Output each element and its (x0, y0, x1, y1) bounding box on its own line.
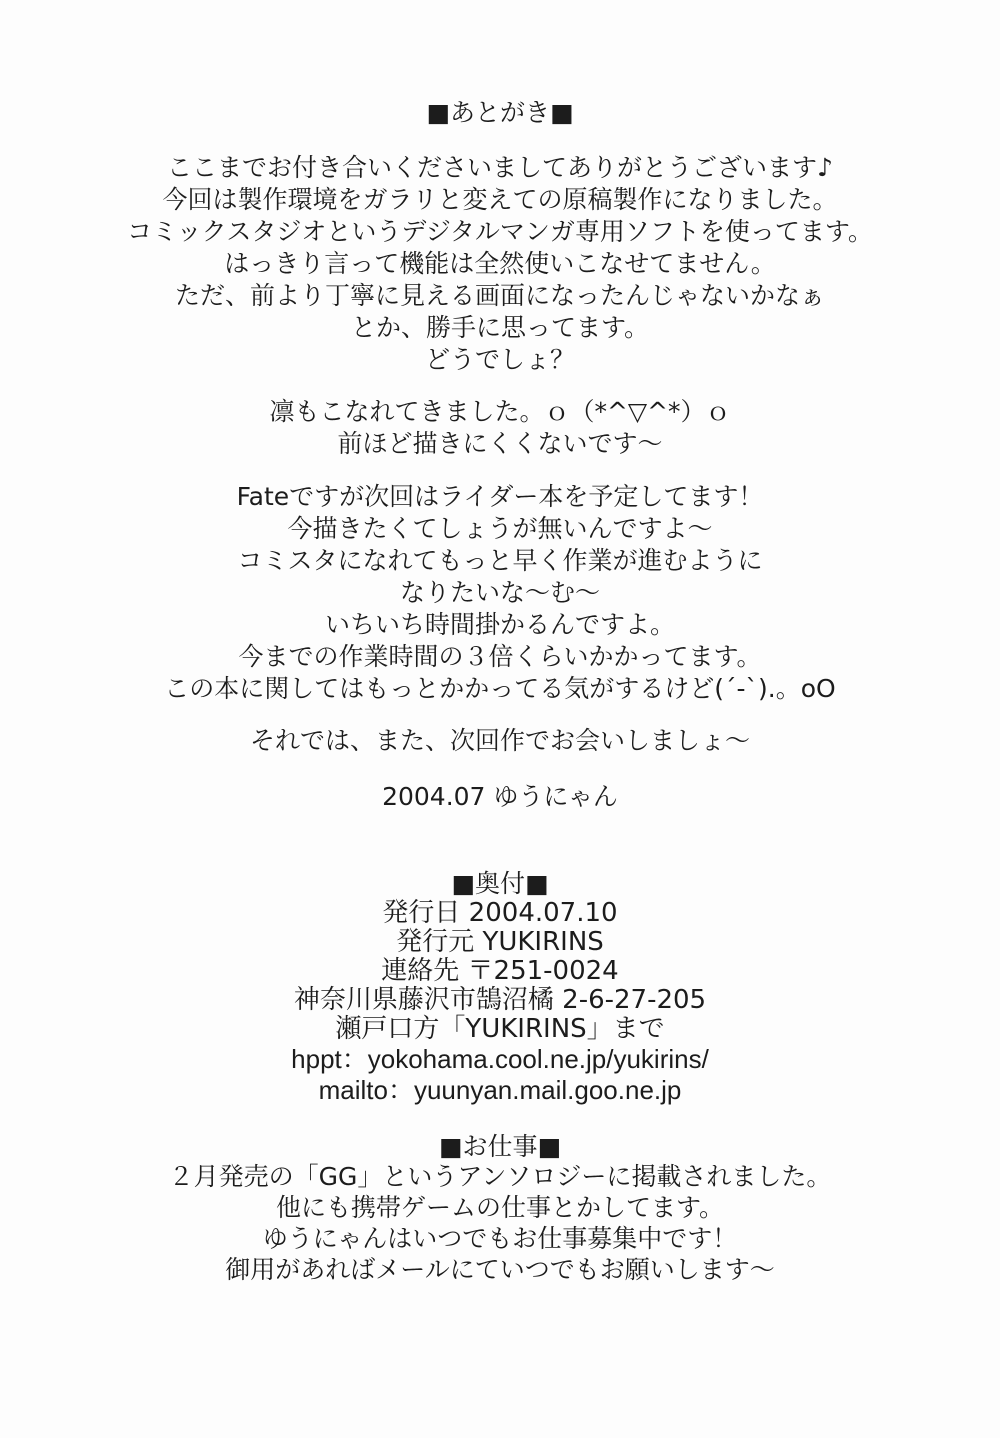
afterword-line: 今までの作業時間の３倍くらいかかってます。 (238, 642, 762, 671)
afterword-closing: それでは、また、次回作でお会いしましょ～ (249, 726, 750, 755)
afterword-signature: 2004.07 ゆうにゃん (382, 782, 618, 811)
afterword-line: はっきり言って機能は全然使いこなせてません。 (224, 249, 776, 278)
colophon-line: 瀬戸口方「YUKIRINS」まで (335, 1014, 665, 1044)
colophon-line: 発行元 YUKIRINS (396, 927, 604, 957)
afterword-line: 前ほど描きにくくないです～ (337, 429, 663, 458)
work-line: ゆうにゃんはいつでもお仕事募集中です！ (262, 1224, 738, 1253)
colophon-line: 連絡先 〒251-0024 (381, 956, 619, 986)
work-line: 御用があればメールにていつでもお願いします～ (225, 1255, 775, 1284)
afterword-line: いちいち時間掛かるんですよ。 (324, 610, 675, 639)
colophon-line: 神奈川県藤沢市鵠沼橘 2-6-27-205 (293, 985, 707, 1015)
afterword-line: 凛もこなれてきました。ｏ（*^▽^*）ｏ (269, 397, 731, 426)
work-line: 他にも携帯ゲームの仕事とかしてます。 (275, 1193, 724, 1222)
work-line: ２月発売の「GG」というアンソロジーに掲載されました。 (168, 1162, 832, 1191)
afterword-line: この本に関してはもっとかかってる気がするけど(´-`).。oO (164, 674, 836, 703)
afterword-heading: ■あとがき■ (426, 98, 574, 127)
afterword-line: コミスタになれてもっと早く作業が進むように (237, 546, 763, 575)
colophon-website: hppt：yokohama.cool.ne.jp/yukirins/ (291, 1044, 709, 1074)
colophon-heading: ■奥付■ (451, 869, 549, 898)
afterword-line: 今回は製作環境をガラリと変えての原稿製作になりました。 (162, 185, 838, 214)
afterword-line: コミックスタジオというデジタルマンガ専用ソフトを使ってます。 (127, 217, 873, 246)
afterword-line: 今描きたくてしょうが無いんですよ～ (287, 514, 713, 543)
work-heading: ■お仕事■ (438, 1132, 562, 1161)
afterword-line: Fateですが次回はライダー本を予定してます！ (236, 482, 764, 511)
afterword-line: とか、勝手に思ってます。 (350, 313, 649, 342)
afterword-line: ただ、前より丁寧に見える画面になったんじゃないかなぁ (174, 281, 825, 310)
afterword-line: ここまでお付き合いくださいましてありがとうございます♪ (167, 153, 833, 182)
colophon-line: 発行日 2004.07.10 (382, 898, 618, 928)
afterword-line: どうでしょ？ (424, 345, 575, 374)
colophon-email: mailto：yuunyan.mail.goo.ne.jp (318, 1075, 682, 1105)
afterword-line: なりたいな～む～ (399, 578, 600, 607)
